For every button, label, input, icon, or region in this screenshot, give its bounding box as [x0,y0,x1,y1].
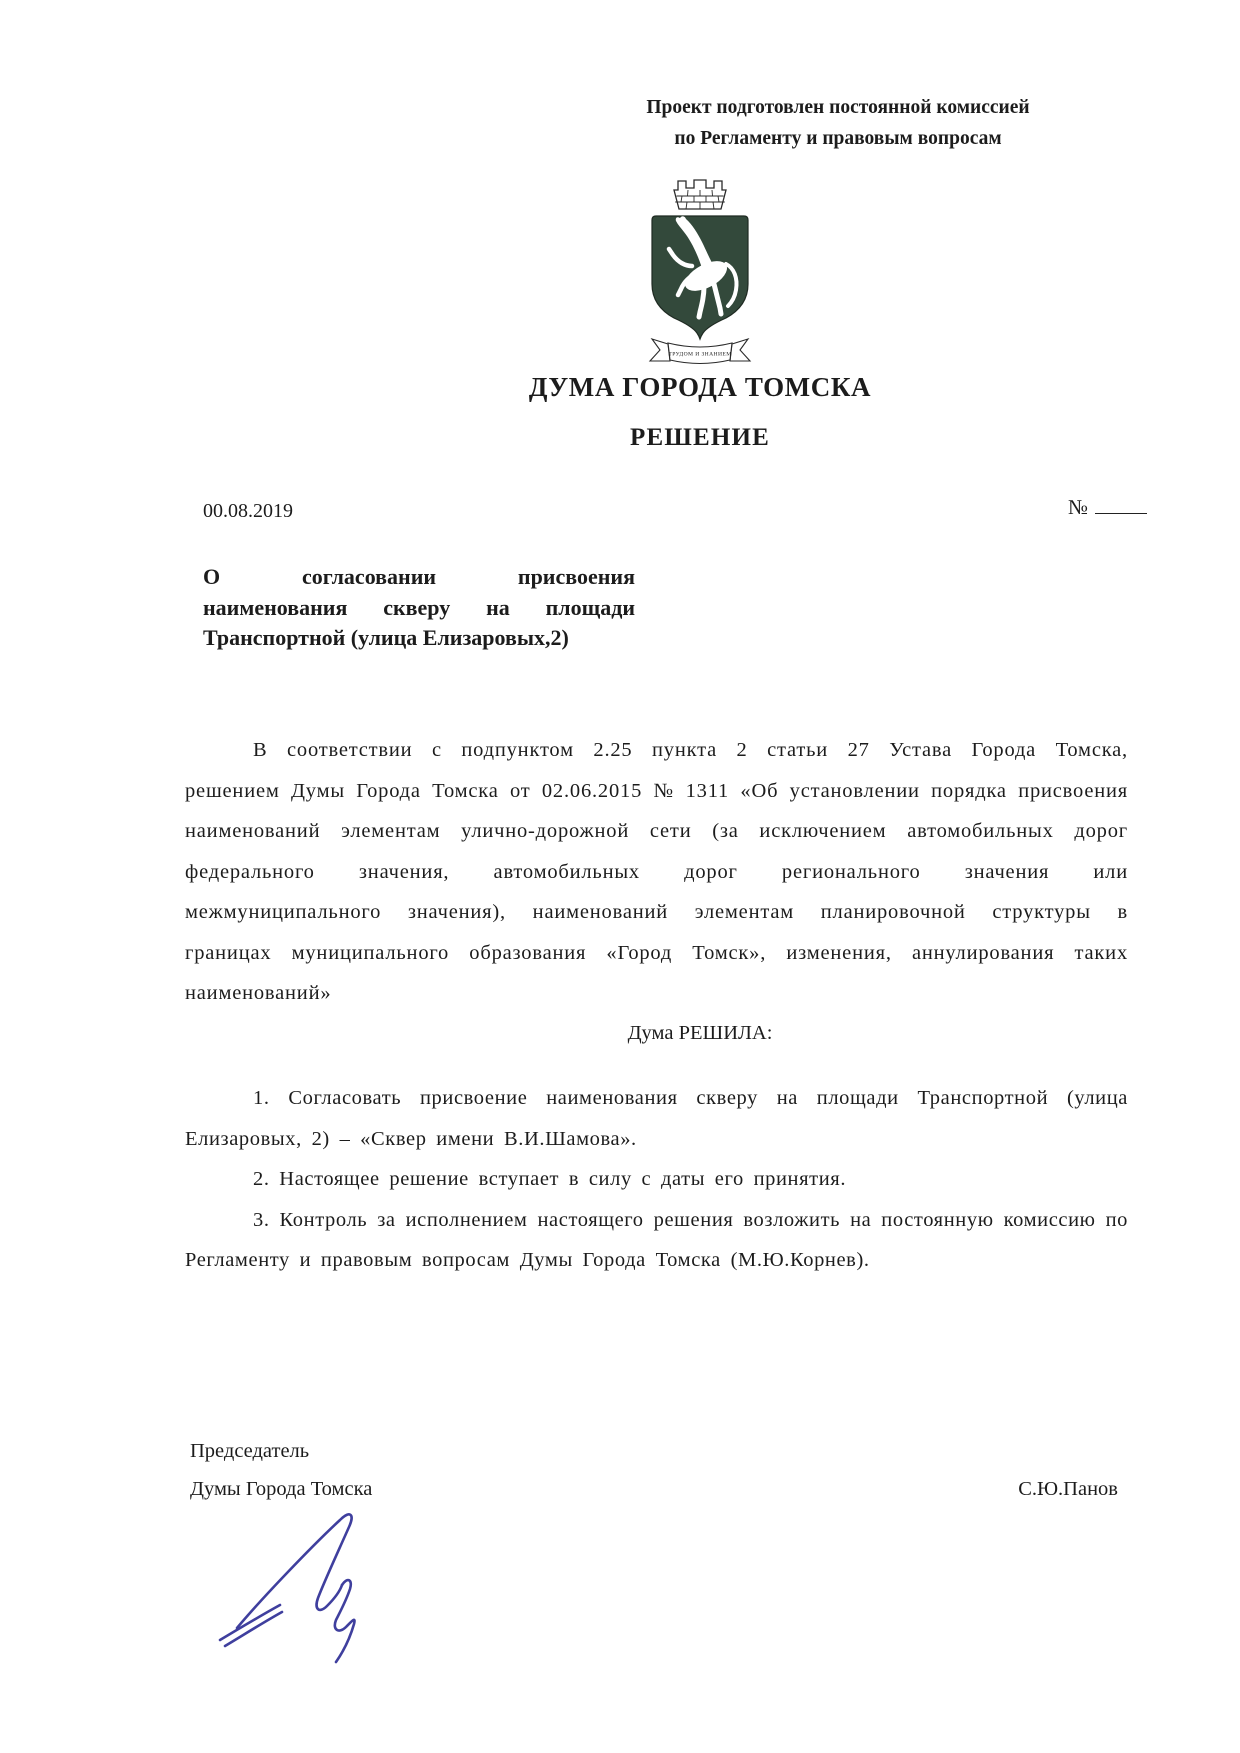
draft-note-line1: Проект подготовлен постоянной комиссией [646,97,1030,118]
signer-name: С.Ю.Панов [1018,1478,1118,1500]
resolution-item-3: 3. Контроль за исполнением настоящего решения возложить на постоянную комиссию по Регламенту и правовым вопросам Думы Города Томска (М.Ю.Корнев). [185,1208,1128,1271]
motto-text: ТРУДОМ И ЗНАНИЕМ [668,351,732,358]
organization-name: ДУМА ГОРОДА ТОМСКА [528,372,872,402]
resolution-heading: Дума РЕШИЛА: [627,1022,773,1044]
draft-note-line2: по Регламенту и правовым вопросам [674,128,1002,149]
subject-line3: Транспортной (улица Елизаровых,2) [203,625,569,650]
number-sign: № [1068,495,1089,519]
document-type: РЕШЕНИЕ [629,424,771,451]
document-date: 00.08.2019 [203,500,293,522]
preamble-paragraph: В соответствии с подпунктом 2.25 пункта 2 статьи 27 Устава Города Томска, решением Думы Города Томска от 02.06.2015 № 1311 «Об установлении порядка присвоения наименований элементам улично-дорожной сети (за исключением автомобильных дорог федерального значения, автомобильных дорог регионального значения или межмуниципального значения), наименований элементам планировочной структуры в границах муниципального образования «Город Томск», изменения, аннулирования таких наименований» [185,739,1128,1004]
number-blank-line [1095,492,1147,514]
signer-position-line2: Думы Города Томска [190,1478,373,1500]
mural-crown-icon [674,180,726,209]
document-subject [203,562,635,654]
subject-line2: наименования скверу на площади [203,594,635,620]
subject-line1: О согласовании присвоения [203,564,635,589]
signer-position [190,1432,372,1508]
handwritten-signature [212,1506,397,1671]
resolution-item-1: 1. Согласовать присвоение наименования скверу на площади Транспортной (улица Елизаровых, 2) – «Сквер имени В.И.Шамова». [185,1087,1128,1150]
draft-note [608,92,1068,154]
document-number [1068,492,1147,520]
resolution-item-2: 2. Настоящее решение вступает в силу с даты его принятия. [253,1168,847,1190]
tomsk-coat-of-arms-icon [640,176,760,368]
signature-strokes [220,1514,355,1662]
signer-position-line1: Председатель [190,1440,310,1462]
resolution-items [185,1078,1128,1281]
